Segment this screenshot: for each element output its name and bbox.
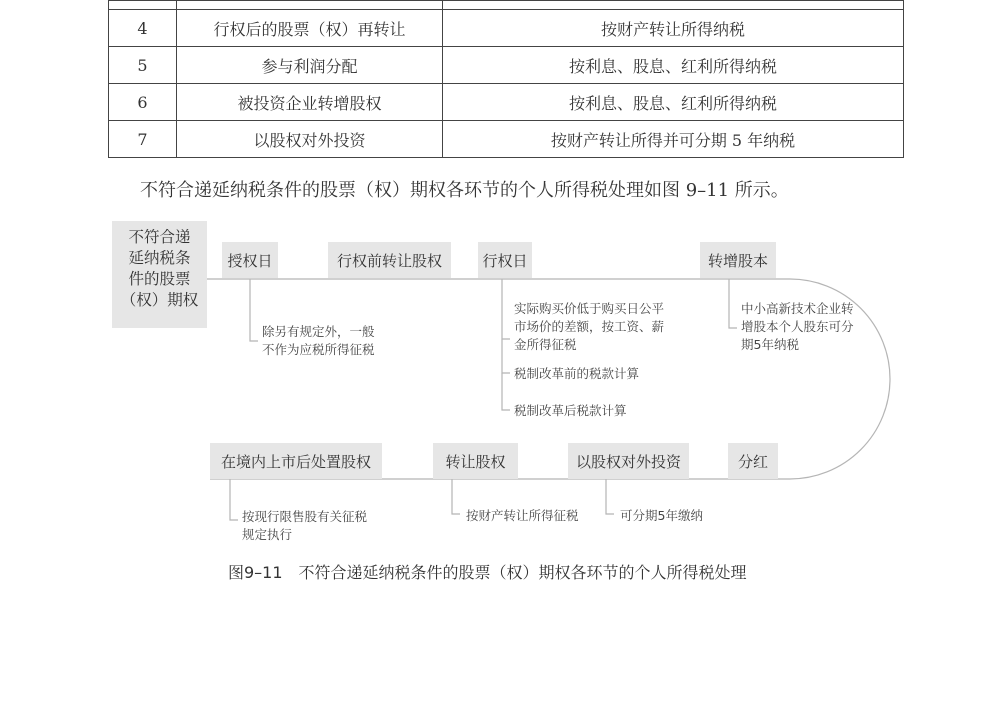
note-exercise-salary bbox=[514, 300, 664, 354]
step-exercise-date: 行权日 bbox=[478, 242, 532, 278]
note-line: 除另有规定外，一般 bbox=[262, 324, 375, 339]
start-box-line: 延纳税条 bbox=[128, 249, 191, 267]
note-grant bbox=[262, 323, 375, 359]
step-listed-disposal: 在境内上市后处置股权 bbox=[210, 443, 382, 479]
start-box bbox=[112, 221, 207, 328]
table-cell-no: 6 bbox=[109, 84, 177, 121]
table-cell-no: 4 bbox=[109, 10, 177, 47]
table-cell-item: 行权后的股票（权）再转让 bbox=[177, 10, 443, 47]
note-exercise-before-reform: 税制改革前的税款计算 bbox=[514, 366, 640, 381]
body-paragraph: 不符合递延纳税条件的股票（权）期权各环节的个人所得税处理如图 9–11 所示。 bbox=[140, 180, 789, 201]
step-transfer-before-exercise: 行权前转让股权 bbox=[328, 242, 451, 278]
note-line: 中小高新技术企业转 bbox=[741, 301, 854, 316]
table-cell-no: 7 bbox=[109, 121, 177, 158]
note-equity-transfer: 按财产转让所得征税 bbox=[466, 508, 579, 523]
note-line: 金所得征税 bbox=[514, 337, 577, 352]
note-line: 增股本个人股东可分 bbox=[741, 319, 854, 334]
note-exercise-after-reform: 税制改革后税款计算 bbox=[514, 403, 627, 418]
note-line: 市场价的差额，按工资、薪 bbox=[514, 319, 665, 334]
table-cell-no: 5 bbox=[109, 47, 177, 84]
note-equity-investment: 可分期5年缴纳 bbox=[620, 508, 703, 523]
note-line: 不作为应税所得征税 bbox=[262, 342, 375, 357]
figure-caption: 图9–11 不符合递延纳税条件的股票（权）期权各环节的个人所得税处理 bbox=[228, 563, 747, 582]
note-line: 规定执行 bbox=[242, 527, 293, 542]
table-cell-method: 按财产转让所得纳税 bbox=[443, 10, 904, 47]
start-box-line: 件的股票 bbox=[128, 270, 191, 288]
step-equity-investment: 以股权对外投资 bbox=[568, 443, 689, 479]
start-box-line: 不符合递 bbox=[128, 228, 191, 246]
table-cell-item: 以股权对外投资 bbox=[177, 121, 443, 158]
table-cell-item: 参与利润分配 bbox=[177, 47, 443, 84]
table-cell-method: 按利息、股息、红利所得纳税 bbox=[443, 47, 904, 84]
note-line: 实际购买价低于购买日公平 bbox=[514, 301, 665, 316]
step-dividend: 分红 bbox=[728, 443, 778, 479]
note-capital-increase bbox=[741, 300, 854, 354]
step-capital-increase: 转增股本 bbox=[700, 242, 776, 278]
start-box-line: （权）期权 bbox=[120, 291, 199, 309]
table-cell-item: 被投资企业转增股权 bbox=[177, 84, 443, 121]
table-cell-method: 按利息、股息、红利所得纳税 bbox=[443, 84, 904, 121]
step-grant-date: 授权日 bbox=[222, 242, 278, 278]
note-line: 按现行限售股有关征税 bbox=[242, 509, 368, 524]
step-equity-transfer: 转让股权 bbox=[433, 443, 518, 479]
note-listed-disposal bbox=[242, 508, 367, 544]
note-line: 期5年纳税 bbox=[741, 337, 799, 352]
table-cell-method: 按财产转让所得并可分期 5 年纳税 bbox=[443, 121, 904, 158]
